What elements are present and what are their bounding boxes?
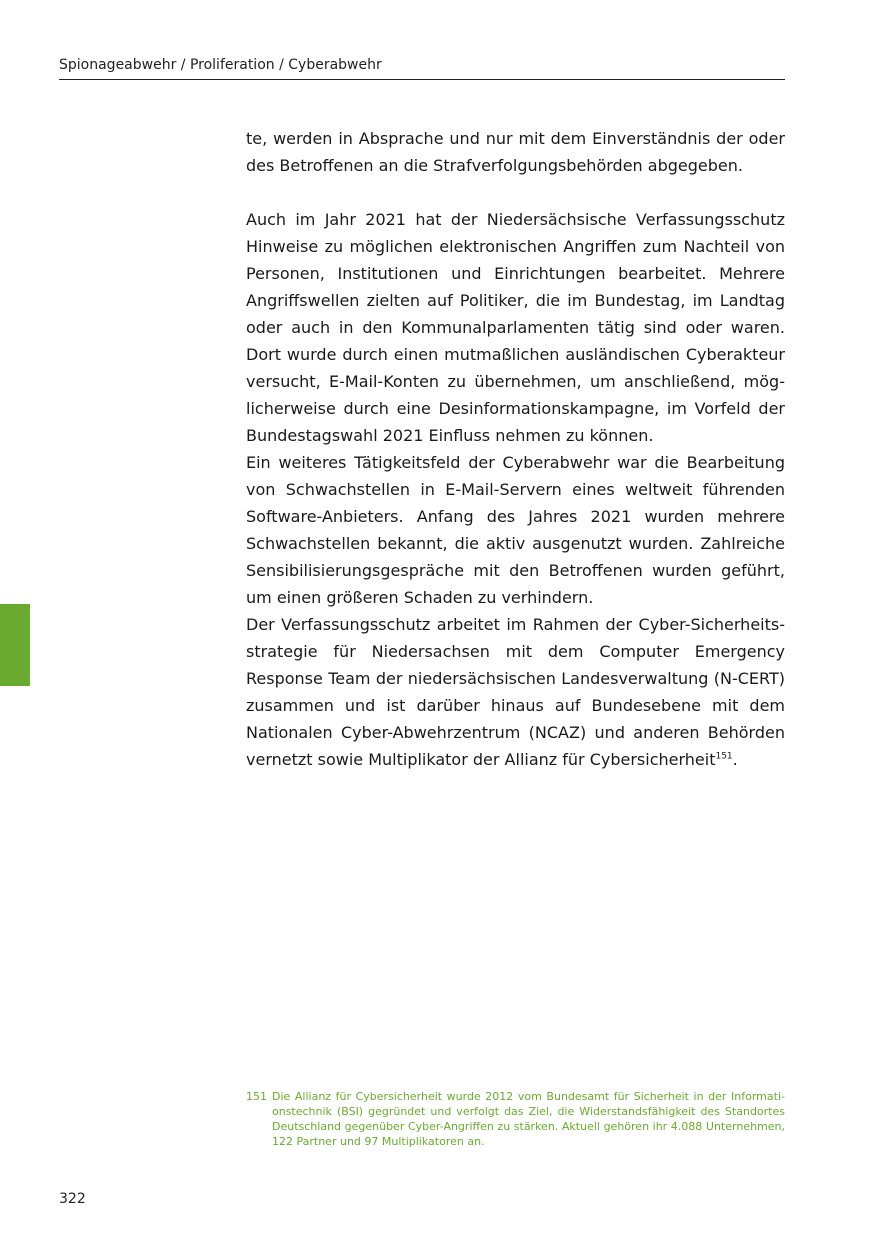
running-header-title: Spionageabwehr / Proliferation / Cyberabwehr [59, 57, 382, 73]
footnote-reference[interactable]: 151 [715, 751, 733, 762]
paragraph-cooperation-text: Der Verfassungsschutz arbeitet im Rahmen der Cyber-Sicherheitsstrategie für Niedersachsen mit dem Computer Emergency Response Team der niedersächsischen Landesverwaltung (N-CERT) zusammen und ist darüber hinaus auf Bundesebene mit dem Nationalen Cyber-Abwehrzentrum (NCAZ) und anderen Behörden vernetzt sowie Multiplikator der Allianz für Cybersicherheit [246, 615, 785, 769]
paragraph-vulnerabilities: Ein weiteres Tätigkeitsfeld der Cyberabwehr war die Bearbeitung von Schwachstellen in E-Mail-Servern eines weltweit führenden Software-Anbieters. Anfang des Jahres 2021 wurden mehrere Schwachstellen bekannt, die aktiv ausgenutzt wurden. Zahlreiche Sensibilisierungsgespräche mit den Betroffenen wurden geführt, um einen größeren Schaden zu verhindern. [246, 453, 785, 607]
footnote-number: 151 [246, 1090, 267, 1103]
page-number: 322 [59, 1191, 86, 1207]
chapter-side-tab [0, 604, 30, 686]
footnote-text: Die Allianz für Cybersicherheit wurde 2012 vom Bundesamt für Sicherheit in der Informationstechnik (BSI) gegründet und verfolgt das Ziel, die Widerstandsfähigkeit des Standortes Deutschland gegenüber Cyber-Angriffen zu stärken. Aktuell gehören ihr 4.088 Unternehmen, 122 Partner und 97 Multiplikatoren an. [272, 1090, 785, 1148]
paragraph-attacks: Auch im Jahr 2021 hat der Niedersächsische Verfassungsschutz Hinweise zu möglichen elektronischen Angriffen zum Nachteil von Personen, Institutionen und Einrichtungen bearbeitet. Mehrere Angriffswellen zielten auf Politiker, die im Bundestag, im Landtag oder auch in den Kommunalparlamenten tätig sind oder waren. Dort wurde durch einen mutmaßlichen ausländischen Cyberakteur versucht, E-Mail-Konten zu übernehmen, um anschließend, möglicherweise durch eine Desinformationskampagne, im Vorfeld der Bundestagswahl 2021 Einfluss nehmen zu können. [246, 210, 785, 445]
paragraph-continuation: te, werden in Absprache und nur mit dem Einverständnis der oder des Betroffenen an die Strafverfolgungsbehörden abgegeben. [246, 129, 785, 175]
main-body-text [246, 125, 785, 773]
header-rule [59, 79, 785, 80]
footnote [246, 1089, 785, 1149]
paragraph-cooperation-end: . [732, 750, 738, 769]
paragraph-cooperation [246, 611, 785, 773]
